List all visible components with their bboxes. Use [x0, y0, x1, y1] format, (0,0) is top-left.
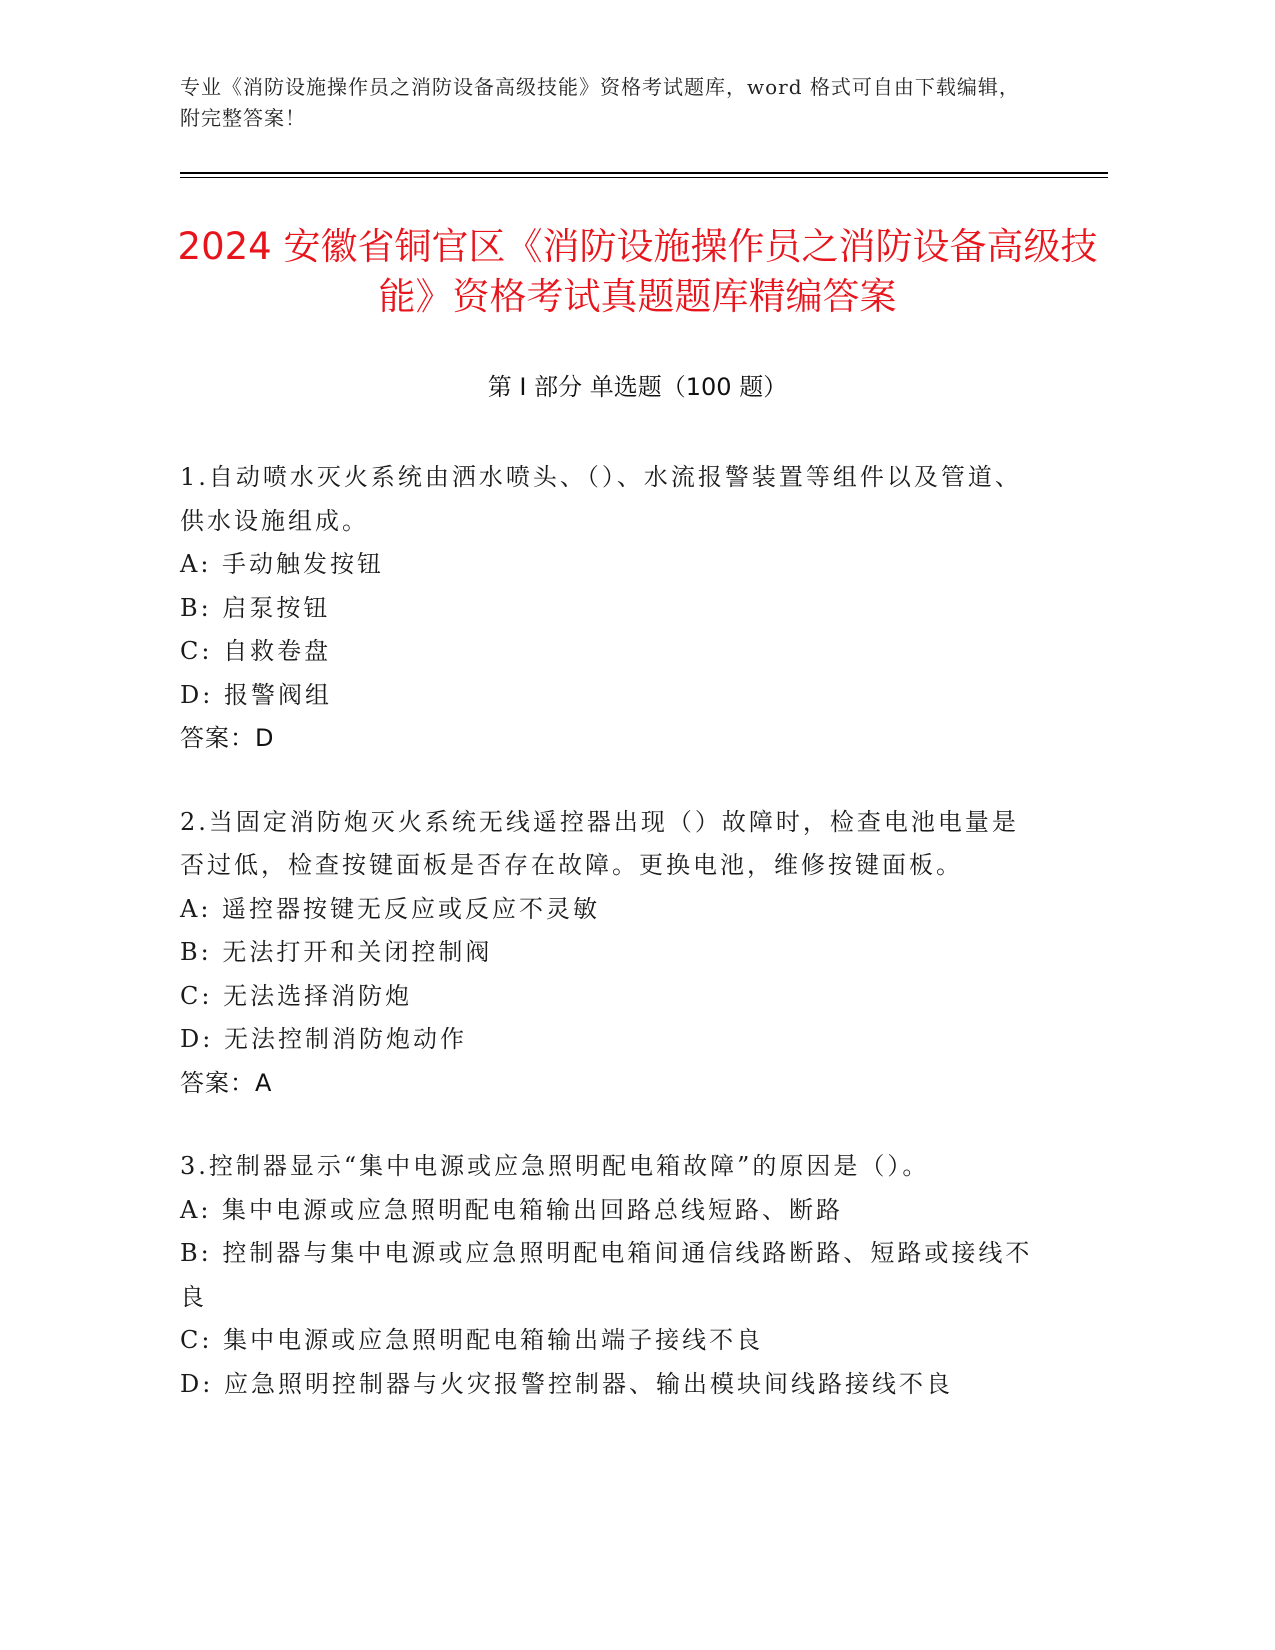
question-3 [180, 1145, 1040, 1406]
question-stem: 1.自动喷水灭火系统由洒水喷头、（）、水流报警装置等组件以及管道、供水设施组成。 [180, 463, 1022, 535]
option-c: C: 自救卷盘 [180, 637, 332, 665]
option-b: B: 无法打开和关闭控制阀 [180, 938, 493, 966]
question-1 [180, 456, 1040, 761]
question-2 [180, 801, 1040, 1106]
option-b: B: 控制器与集中电源或应急照明配电箱间通信线路断路、短路或接线不良 [180, 1239, 1033, 1311]
question-stem: 3.控制器显示“集中电源或应急照明配电箱故障”的原因是（）。 [180, 1152, 930, 1180]
option-a: A: 集中电源或应急照明配电箱输出回路总线短路、断路 [180, 1195, 844, 1224]
option-b: B: 启泵按钮 [180, 593, 331, 622]
answer-text: 答案：D [180, 724, 275, 752]
option-c: C: 集中电源或应急照明配电箱输出端子接线不良 [180, 1326, 764, 1354]
option-d: D: 无法控制消防炮动作 [180, 1025, 467, 1053]
header-note: 专业《消防设施操作员之消防设备高级技能》资格考试题库，word 格式可自由下载编辑，附完整答案！ [180, 75, 1020, 130]
option-a: A: 手动触发按钮 [180, 550, 385, 578]
option-d: D: 应急照明控制器与火灾报警控制器、输出模块间线路接线不良 [180, 1369, 953, 1398]
option-c: C: 无法选择消防炮 [180, 981, 413, 1010]
section-heading: 第 I 部分 单选题（100 题） [487, 373, 788, 401]
option-a: A: 遥控器按键无反应或反应不灵敏 [180, 894, 601, 923]
header-divider-thick [180, 172, 1108, 174]
option-d: D: 报警阀组 [180, 680, 332, 709]
question-stem: 2.当固定消防炮灭火系统无线遥控器出现（）故障时，检查电池电量是否过低，检查按键面板是否存在故障。更换电池，维修按键面板。 [180, 807, 1019, 879]
document-title: 2024 安徽省铜官区《消防设施操作员之消防设备高级技能》资格考试真题题库精编答案 [177, 225, 1098, 318]
answer-text: 答案：A [180, 1068, 273, 1097]
header-divider-thin [180, 177, 1108, 178]
question-list [180, 456, 1040, 1446]
